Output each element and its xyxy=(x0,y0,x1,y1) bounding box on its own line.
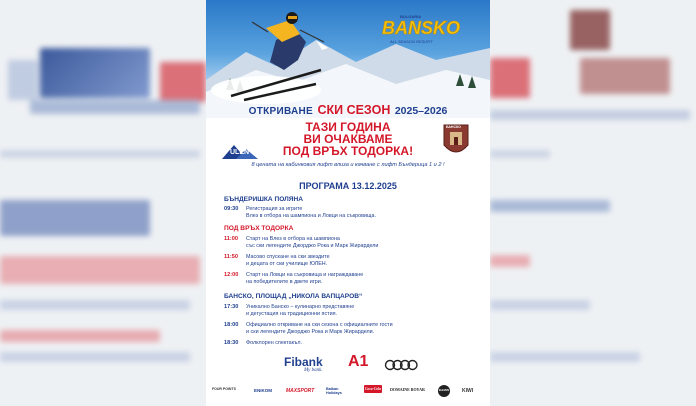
sponsor-row-partners xyxy=(206,381,490,403)
sponsor-kiwi: KIWI xyxy=(462,388,474,394)
headline-line-2: ВИ ОЧАКВАМЕ xyxy=(303,132,393,146)
opening-years: 2025–2026 xyxy=(394,105,448,117)
sponsor-balkan-holidays: Balkan Holidays xyxy=(326,387,342,395)
bansko-crest xyxy=(442,123,470,159)
sponsor-maxsport: MAXSPORT xyxy=(286,388,315,394)
fibank-logo: Fibank xyxy=(284,355,323,369)
schedule-time: 18:00 xyxy=(224,322,239,328)
fibank-tagline: My bank. xyxy=(304,368,323,373)
ulen-logo xyxy=(220,143,260,161)
ulen-logo-text: ULEN xyxy=(230,149,250,156)
sponsor-domaine-boyar: DOMAINE BOYAR xyxy=(390,387,425,392)
schedule-time: 11:00 xyxy=(224,236,238,242)
schedule-desc-line-2: и децата от ски училище ЮЛЕН. xyxy=(246,260,328,267)
audi-logo xyxy=(384,358,418,376)
schedule-desc-line-1: Официално откриване на ски сезона с официалните гости xyxy=(246,322,393,328)
schedule-time: 18:30 xyxy=(224,340,239,346)
schedule-desc-line-2: на победителите в двете игри. xyxy=(246,278,323,285)
schedule-time: 11:50 xyxy=(224,254,238,260)
schedule-desc xyxy=(246,340,302,347)
schedule-time: 17:30 xyxy=(224,304,239,310)
sponsor-enikom: ENIKOM xyxy=(254,388,272,393)
schedule-desc-line-1: Масово спускане на ски звездите xyxy=(246,254,330,260)
schedule-item xyxy=(224,236,474,249)
bansko-logo-word: BANSKO xyxy=(382,18,461,38)
schedule-desc xyxy=(246,322,393,335)
sponsor-eleven: ELEVEN xyxy=(438,385,450,397)
schedule-desc-line-1: Фолклорен спектакъл. xyxy=(246,340,303,346)
headline xyxy=(258,121,438,157)
schedule-item xyxy=(224,254,474,267)
schedule-desc-line-2: и ски легендите Джорджо Рока и Марк Жирардели. xyxy=(246,328,375,335)
schedule-desc xyxy=(246,206,376,219)
section-title-todorka: ПОД ВРЪХ ТОДОРКА xyxy=(224,225,294,232)
schedule-time: 12:00 xyxy=(224,272,239,278)
schedule-desc-line-2: Влез в отбора на шампиона и Ловци на съкровища. xyxy=(246,212,376,219)
bansko-logo-sub: ALL SEASON RESORT xyxy=(390,39,433,44)
schedule-time: 09:30 xyxy=(224,206,239,212)
crest-label: БАНСКО xyxy=(446,125,461,129)
schedule-desc xyxy=(246,304,354,317)
schedule-item xyxy=(224,340,474,347)
event-poster xyxy=(206,0,490,406)
schedule-desc xyxy=(246,272,363,285)
bansko-logo xyxy=(382,14,461,48)
schedule-item xyxy=(224,304,474,317)
blurred-background-right xyxy=(490,0,696,406)
schedule-desc-line-2: със ски легендите Джорджо Рока и Марк Жирардели xyxy=(246,242,379,249)
schedule-desc-line-1: Уникално Банско – кулинарно представяне xyxy=(246,304,355,310)
opening-prefix: ОТКРИВАНЕ xyxy=(248,106,313,117)
schedule-desc-line-1: Старт на Влез в отбора на шампиона xyxy=(246,236,340,242)
headline-line-1: ТАЗИ ГОДИНА xyxy=(305,120,391,134)
schedule-desc-line-1: Старт на Ловци на съкровища и награждаване xyxy=(246,272,364,278)
schedule-desc-line-1: Регистрация за игрите xyxy=(246,206,303,212)
bansko-logo-top: BULGARIA xyxy=(400,14,422,19)
sponsor-coca-cola: Coca-Cola xyxy=(365,387,381,391)
sponsor-row-main xyxy=(206,353,490,377)
subtitle-note: 8 цената на кабинковия лифт влиза и качване с лифт Бъндерица 1 и 2 ! xyxy=(251,162,445,168)
schedule-desc-line-2: и дегустация на традиционни ястия. xyxy=(246,310,338,317)
schedule-desc xyxy=(246,236,378,249)
opening-highlight: СКИ СЕЗОН xyxy=(317,103,391,117)
blurred-background-left xyxy=(0,0,206,406)
a1-logo: A1 xyxy=(348,353,369,370)
opening-title xyxy=(206,101,490,119)
schedule-item xyxy=(224,206,474,219)
section-title-banderishka: БЪНДЕРИШКА ПОЛЯНА xyxy=(224,196,304,203)
schedule-desc xyxy=(246,254,330,267)
schedule-item xyxy=(224,272,474,285)
program-title: ПРОГРАМА 13.12.2025 xyxy=(299,181,397,191)
sponsor-four-points: FOUR POINTS xyxy=(212,387,236,391)
schedule-item xyxy=(224,322,474,335)
section-title-square: БАНСКО, ПЛОЩАД „НИКОЛА ВАПЦАРОВ“ xyxy=(224,293,363,300)
headline-line-3: ПОД ВРЪХ ТОДОРКА! xyxy=(282,144,414,158)
